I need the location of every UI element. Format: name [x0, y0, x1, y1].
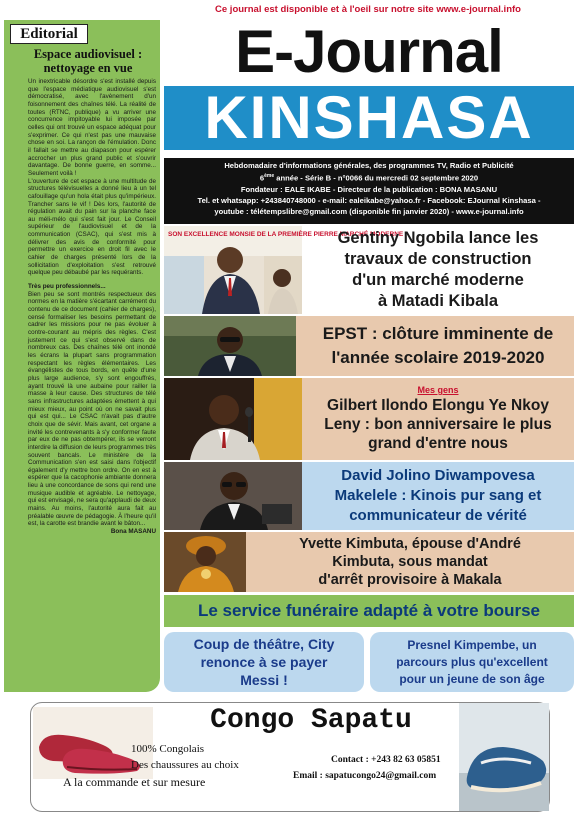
ad-congo-sapatu[interactable] [30, 702, 550, 812]
ad-email[interactable]: Email : sapatucongo24@gmail.com [293, 771, 437, 781]
editorial-signature: Bona MASANU [110, 528, 156, 536]
funeral-service-banner[interactable]: Le service funéraire adapté à votre bourse [164, 595, 574, 627]
info-line [164, 171, 574, 184]
headline-line: grand d'entre nous [368, 435, 508, 452]
photo-woman-portrait [164, 532, 246, 592]
article-photo [164, 226, 404, 314]
article-headline [302, 226, 574, 314]
headline-line: à Matadi Kibala [377, 292, 499, 310]
headline-line: pour un jeune de son âge [399, 671, 545, 686]
ad-title: Congo Sapatu [210, 705, 412, 736]
editorial-paragraph: Un inextricable désordre s'est installé depuis que l'espace médiatique audiovisuel s'est démocratisé, avec l'avènement d'un foisonnement des chaînes télé. La réalité de toutes (RTNC, publique) a vu arriver une concurrence impitoyable lui imposée par celles qui ont trouvé un espace adéquat pour s'exprimer. Ce qui n'est pas une mauvaise chose en soi. La rançon de l'émulation. Donc il fallait se mettre au diapason pour espérer accrocher un plus grand public et s'ouvrir davantage. De bonne guerre, en somme... Seulement voilà ! [28, 78, 156, 177]
headline-line: Yvette Kimbuta, épouse d'André [299, 536, 521, 552]
headline-line: David Jolino Diwampovesa [341, 467, 535, 484]
info-line: Fondateur : EALE IKABE - Directeur de la publication : BONA MASANU [240, 184, 498, 194]
masthead-title: E-Journal [235, 18, 503, 85]
photo-minister-portrait [164, 316, 296, 376]
blue-loafer-image [459, 703, 549, 811]
photo-man-microphone [164, 378, 302, 460]
article-ngobila[interactable] [164, 226, 574, 314]
photo-man-glasses [164, 462, 302, 530]
editorial-column [4, 20, 160, 692]
article-jolino[interactable] [164, 462, 574, 530]
info-issue: année - Série B - n°0066 du mercredi 02 septembre 2020 [274, 173, 479, 183]
editorial-paragraph: Bien peu se sont montrés respectueux des normes en la matière s'écartant carrément du contenu de ce document (cahier de charges), censé formaliser les besoins permettant de cadrer les missions pour ne pas évoluer à contre-courant au mépris des règles. C'est justement ce qui s'est observé dans de nombreux cas. Des chaînes télé ont inondé les écrans la plupart sans programmation respectant les règles élémentaires. Les évangélistes de tous bords, en quête d'une plus large audience, s'y sont engouffrés, ayant trouvé là une aubaine pour railler la masse à leur cause. Des structures de télé sans infrastructures adaptées émettent à qui mieux mieux, au point où on ne savait plus qui est qui... Le CSAC n'avait pas d'autre choix que de sévir. Mais avant, cet organe a invité les contrevenants à s'y conformer faute par eux de ne pas obtempérer, ils se verront interdire la diffusion de leurs programmes très souvent bancals. Le ministère de la Communication s'en est saisi dans l'objectif également d'y mettre bon ordre. On en est à espérer que la cacophonie ambiante donnera lieu à une concordance de sons qui rend une musique audible et agréable. Le nettoyage, qui est envisagé, ne sera qu'applaudi de deux mains. Au moins, l'autorité aura fait au préalable œuvre de pédagogie. À l'heure qu'il est, la carotte est brandie avant le bâton... [28, 290, 156, 528]
info-line: Tel. et whatsapp: +243840748000 - e-mail: ealeikabe@yahoo.fr - Facebook: EJournal Kinshasa - [197, 195, 541, 205]
headline-line: d'arrêt provisoire à Makala [318, 572, 502, 588]
headline-line: Messi ! [240, 672, 288, 688]
editorial-tab: Editorial [10, 24, 88, 44]
article-ilondo[interactable] [164, 378, 574, 460]
photo-banner-text: SON EXCELLENCE MONSIE DE LA PREMIÈRE PIERRE MARCHÉ MODERNE [168, 231, 404, 238]
article-photo [164, 462, 302, 530]
editorial-subtitle: Très peu professionnels... [28, 283, 106, 291]
headline-line: l'année scolaire 2019-2020 [331, 348, 545, 367]
article-photo [164, 316, 296, 376]
article-photo [164, 378, 302, 460]
article-kicker: Mes gens [417, 385, 459, 395]
ad-line: Des chaussures au choix [131, 759, 239, 771]
headline-line: travaux de construction [344, 250, 532, 268]
photo-official-speech [164, 226, 404, 314]
article-headline [246, 532, 574, 592]
article-headline [302, 462, 574, 530]
headline-line: Leny : bon anniversaire le plus [324, 416, 552, 433]
headline-line: Presnel Kimpembe, un [407, 637, 537, 652]
headline-line: Coup de théâtre, City [193, 636, 335, 652]
article-epst[interactable] [164, 316, 574, 376]
article-headline [302, 378, 574, 460]
headline-line: d'un marché moderne [352, 271, 524, 289]
headline-line: Kimbuta, sous mandat [332, 554, 488, 570]
info-ordinal-suffix: ème [264, 173, 275, 179]
article-kimbuta[interactable] [164, 532, 574, 592]
ad-line: 100% Congolais [131, 743, 205, 755]
ad-contact[interactable]: Contact : +243 82 63 05851 [331, 755, 441, 765]
article-photo [164, 532, 246, 592]
headline-line: Gilbert Ilondo Elongu Ye Nkoy [327, 397, 549, 414]
masthead-tagline: Ce journal est disponible et à l'oeil sur notre site www.e-journal.info [215, 4, 521, 15]
article-headline [302, 316, 574, 376]
info-ordinal: 6 [259, 173, 265, 183]
headline-line: EPST : clôture imminente de [322, 324, 554, 343]
headline-line: Makelele : Kinois pur sang et [334, 487, 542, 504]
editorial-body [28, 78, 156, 536]
masthead-info-box [164, 158, 574, 224]
info-line: youtube : télétempslibre@gmail.com (disponible fin janvier 2020) - www.e-journal.info [214, 206, 524, 216]
editorial-title: Espace audiovisuel : nettoyage en vue [33, 47, 143, 75]
box-city-messi[interactable] [164, 632, 364, 692]
ad-line: A la commande et sur mesure [63, 775, 206, 789]
box-kimpembe[interactable] [370, 632, 574, 692]
editorial-paragraph: L'ouverture de cet espace à une multitude de structures télévisuelles a donné lieu à un tel cafouillage qu'un hola était plus qu'impérieux. Trancher sans le vif ! Dès lors, l'autorité de régulation avait du pain sur la planche face au méli-mélo qui s'est fait jour. Le Conseil supérieur de l'audiovisuel et de la communication (CSAC), qui s'est mis à délivrer des avis de conformité pour permettre un exercice en droit fil avec le cahier de charges présenté lors de la sollicitation d'exploitation s'est retrouvé quelque peu débaubé par les requérants. [28, 177, 156, 277]
headline-line: renonce à se payer [200, 654, 328, 670]
info-line: Hebdomadaire d'informations générales, des programmes TV, Radio et Publicité [224, 161, 514, 170]
masthead-subtitle: KINSHASA [164, 86, 574, 150]
headline-line: parcours plus qu'excellent [396, 654, 548, 669]
headline-line: Gentiny Ngobila lance les [337, 229, 539, 247]
headline-line: communicateur de vérité [349, 507, 527, 524]
